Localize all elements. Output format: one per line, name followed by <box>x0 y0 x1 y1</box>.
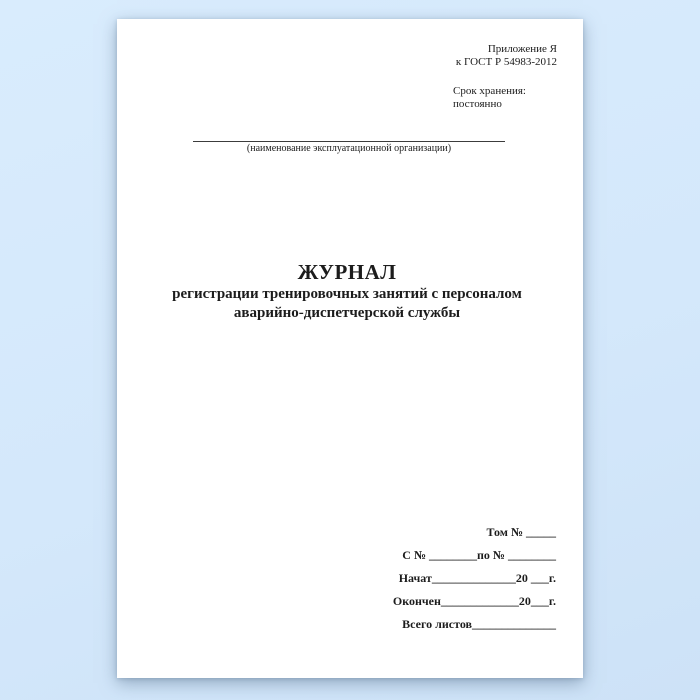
journal-title: ЖУРНАЛ <box>297 260 397 284</box>
volume-number-field: Том № _____ <box>486 525 556 539</box>
title-block <box>117 259 577 323</box>
organization-name-block <box>193 127 505 155</box>
journal-subtitle-line1: регистрации тренировочных занятий с персоналом <box>172 286 522 302</box>
storage-period-value: постоянно <box>453 98 502 110</box>
gost-standard-reference: к ГОСТ Р 54983-2012 <box>455 56 557 68</box>
storage-period-block <box>453 85 526 111</box>
fill-in-fields-block <box>393 521 556 636</box>
from-number-to-number-field: С № ________по № ________ <box>402 548 556 562</box>
appendix-line1: Приложение Я <box>487 43 557 55</box>
journal-cover-page <box>117 19 583 678</box>
finished-date-field: Окончен_____________20___г. <box>392 594 556 608</box>
storage-period-label: Срок хранения: <box>453 85 526 97</box>
started-date-field: Начат______________20 ___г. <box>398 571 556 585</box>
organization-name-caption: (наименование эксплуатационной организации) <box>246 143 452 154</box>
appendix-reference <box>456 43 557 69</box>
organization-name-ruled-line <box>193 127 505 142</box>
total-sheets-field: Всего листов______________ <box>402 617 556 631</box>
journal-subtitle-line2: аварийно-диспетчерской службы <box>233 305 461 321</box>
